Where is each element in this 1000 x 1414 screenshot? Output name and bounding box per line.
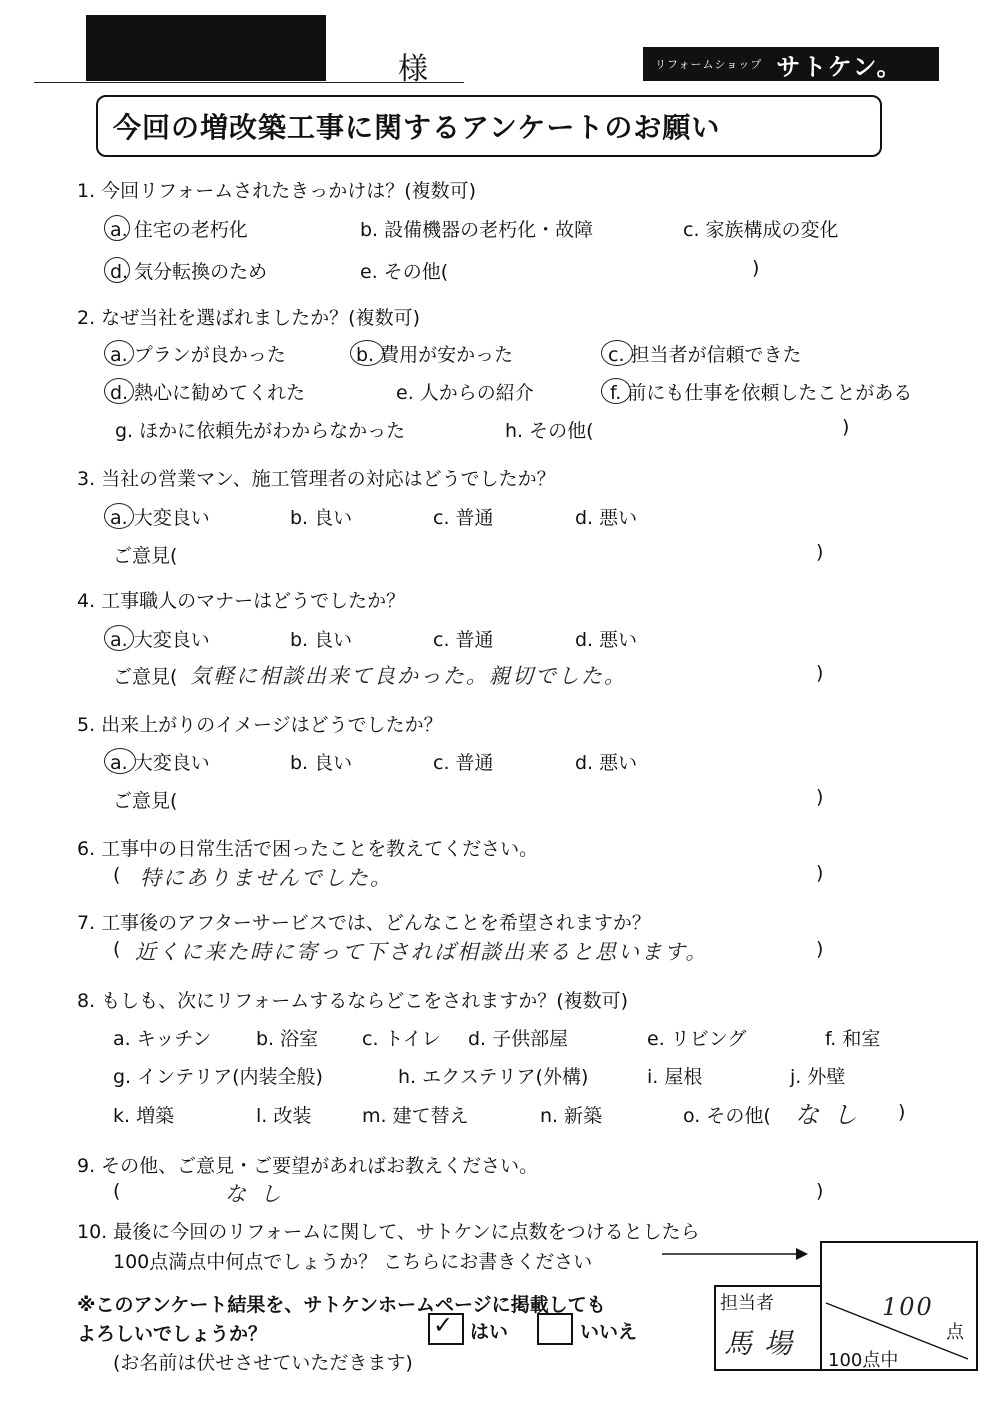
q1-option-c: c. 家族構成の変化 (683, 219, 839, 241)
q3-option-b: b. 良い (290, 507, 353, 529)
q5-option-d: d. 悪い (575, 752, 638, 774)
question-3: 3. 当社の営業マン、施工管理者の対応はどうでしたか？ (77, 468, 556, 490)
q7-open-paren: ( (113, 938, 121, 960)
q8-option-d: d. 子供部屋 (468, 1028, 569, 1050)
q8-option-h: h. エクステリア(外構) (398, 1066, 589, 1088)
question-4: 4. 工事職人のマナーはどうでしたか？ (77, 590, 406, 612)
q4-option-a: a. 大変良い (110, 629, 210, 651)
q5-option-a: a. 大変良い (110, 752, 210, 774)
q3-opinion-label: ご意見( (113, 545, 178, 567)
q3-close-paren: ) (816, 541, 824, 563)
q3-option-c: c. 普通 (433, 507, 494, 529)
question-6: 6. 工事中の日常生活で困ったことを教えてください。 (77, 838, 539, 860)
q2-option-b: b. 費用が安かった (356, 344, 514, 366)
q1-option-b: b. 設備機器の老朽化・故障 (360, 219, 594, 241)
redacted-name (86, 15, 326, 81)
q8-option-k: k. 増築 (113, 1105, 175, 1127)
q4-option-c: c. 普通 (433, 629, 494, 651)
question-5: 5. 出来上がりのイメージはどうでしたか？ (77, 714, 443, 736)
consent-yes-label: はい (470, 1321, 509, 1343)
q9-handwritten-answer: なし (225, 1182, 295, 1206)
score-unit: 点 (946, 1322, 964, 1343)
question-1: 1. 今回リフォームされたきっかけは？(複数可) (77, 180, 477, 202)
q8-option-i: i. 屋根 (647, 1066, 703, 1088)
q2-option-d: d. 熱心に勧めてくれた (110, 382, 306, 404)
q8-option-o: o. その他( (683, 1105, 771, 1127)
question-7: 7. 工事後のアフターサービスでは、どんなことを希望されますか？ (77, 912, 651, 934)
q2-option-h: h. その他( (505, 420, 594, 442)
consent-line1: ※このアンケート結果を、サトケンホームページに掲載しても (77, 1294, 606, 1316)
arrow-right-icon (660, 1246, 810, 1262)
consent-no-checkbox[interactable] (537, 1313, 573, 1345)
question-8: 8. もしも、次にリフォームするならどこをされますか？(複数可) (77, 990, 629, 1012)
q8-option-b: b. 浴室 (256, 1028, 319, 1050)
logo-small-text: リフォームショップ (655, 58, 763, 71)
q8-option-a: a. キッチン (113, 1028, 212, 1050)
score-value: 100 (882, 1293, 934, 1321)
q7-close-paren: ) (816, 938, 824, 960)
q2-close-paren: ) (842, 416, 850, 438)
recipient-suffix: 様 (398, 52, 428, 87)
q9-open-paren: ( (113, 1180, 121, 1202)
q1-option-e: e. その他( (360, 261, 449, 283)
q5-option-b: b. 良い (290, 752, 353, 774)
company-logo (643, 47, 939, 81)
q1-close-paren: ) (752, 257, 760, 279)
q2-option-a: a. プランが良かった (110, 344, 286, 366)
q8-close-paren: ) (898, 1101, 906, 1123)
consent-line2: よろしいでしょうか？ (77, 1323, 268, 1345)
q8-option-n: n. 新築 (540, 1105, 603, 1127)
consent-note: (お名前は伏せさせていただきます) (113, 1352, 413, 1374)
q4-option-d: d. 悪い (575, 629, 638, 651)
q8-option-j: j. 外壁 (790, 1066, 846, 1088)
check-icon: ✓ (433, 1311, 454, 1339)
q1-option-a: a. 住宅の老朽化 (110, 219, 248, 241)
logo-main-text: サトケン。 (776, 52, 903, 81)
q8-option-m: m. 建て替え (362, 1105, 469, 1127)
q8-option-c: c. トイレ (362, 1028, 441, 1050)
q2-option-g: g. ほかに依頼先がわからなかった (115, 420, 406, 442)
question-9: 9. その他、ご意見・ご要望があればお教えください。 (77, 1155, 539, 1177)
consent-no-label: いいえ (580, 1321, 638, 1343)
q6-close-paren: ) (816, 862, 824, 884)
staff-name: 馬場 (724, 1327, 805, 1360)
q5-opinion-label: ご意見( (113, 790, 178, 812)
q2-option-c: c. 担当者が信頼できた (608, 344, 802, 366)
question-10-line1: 10. 最後に今回のリフォームに関して、サトケンに点数をつけるとしたら (77, 1221, 700, 1243)
q3-option-d: d. 悪い (575, 507, 638, 529)
q9-close-paren: ) (816, 1180, 824, 1202)
q6-open-paren: ( (113, 864, 121, 886)
q2-option-e: e. 人からの紹介 (396, 382, 534, 404)
q8-option-g: g. インテリア(内装全般) (113, 1066, 323, 1088)
q8-handwritten-answer: なし (795, 1101, 871, 1129)
q8-option-f: f. 和室 (825, 1028, 881, 1050)
question-2: 2. なぜ当社を選ばれましたか？(複数可) (77, 307, 420, 329)
q4-handwritten-answer: 気軽に相談出来て良かった。親切でした。 (190, 664, 627, 688)
page-title: 今回の増改築工事に関するアンケートのお願い (113, 111, 721, 144)
q8-option-e: e. リビング (647, 1028, 747, 1050)
q1-option-d: d. 気分転換のため (110, 261, 268, 283)
q6-handwritten-answer: 特にありませんでした。 (140, 866, 393, 890)
staff-label: 担当者 (720, 1293, 774, 1314)
q7-handwritten-answer: 近くに来た時に寄って下されば相談出来ると思います。 (135, 940, 709, 964)
q5-close-paren: ) (816, 786, 824, 808)
question-10-line2: 100点満点中何点でしょうか？ こちらにお書きください (113, 1251, 593, 1273)
q2-option-f: f. 前にも仕事を依頼したことがある (610, 382, 913, 404)
q4-close-paren: ) (816, 662, 824, 684)
score-out-of-label: 100点中 (828, 1350, 899, 1371)
q4-opinion-label: ご意見( (113, 666, 178, 688)
q4-option-b: b. 良い (290, 629, 353, 651)
q5-option-c: c. 普通 (433, 752, 494, 774)
q8-option-l: l. 改装 (256, 1105, 312, 1127)
q3-option-a: a. 大変良い (110, 507, 210, 529)
